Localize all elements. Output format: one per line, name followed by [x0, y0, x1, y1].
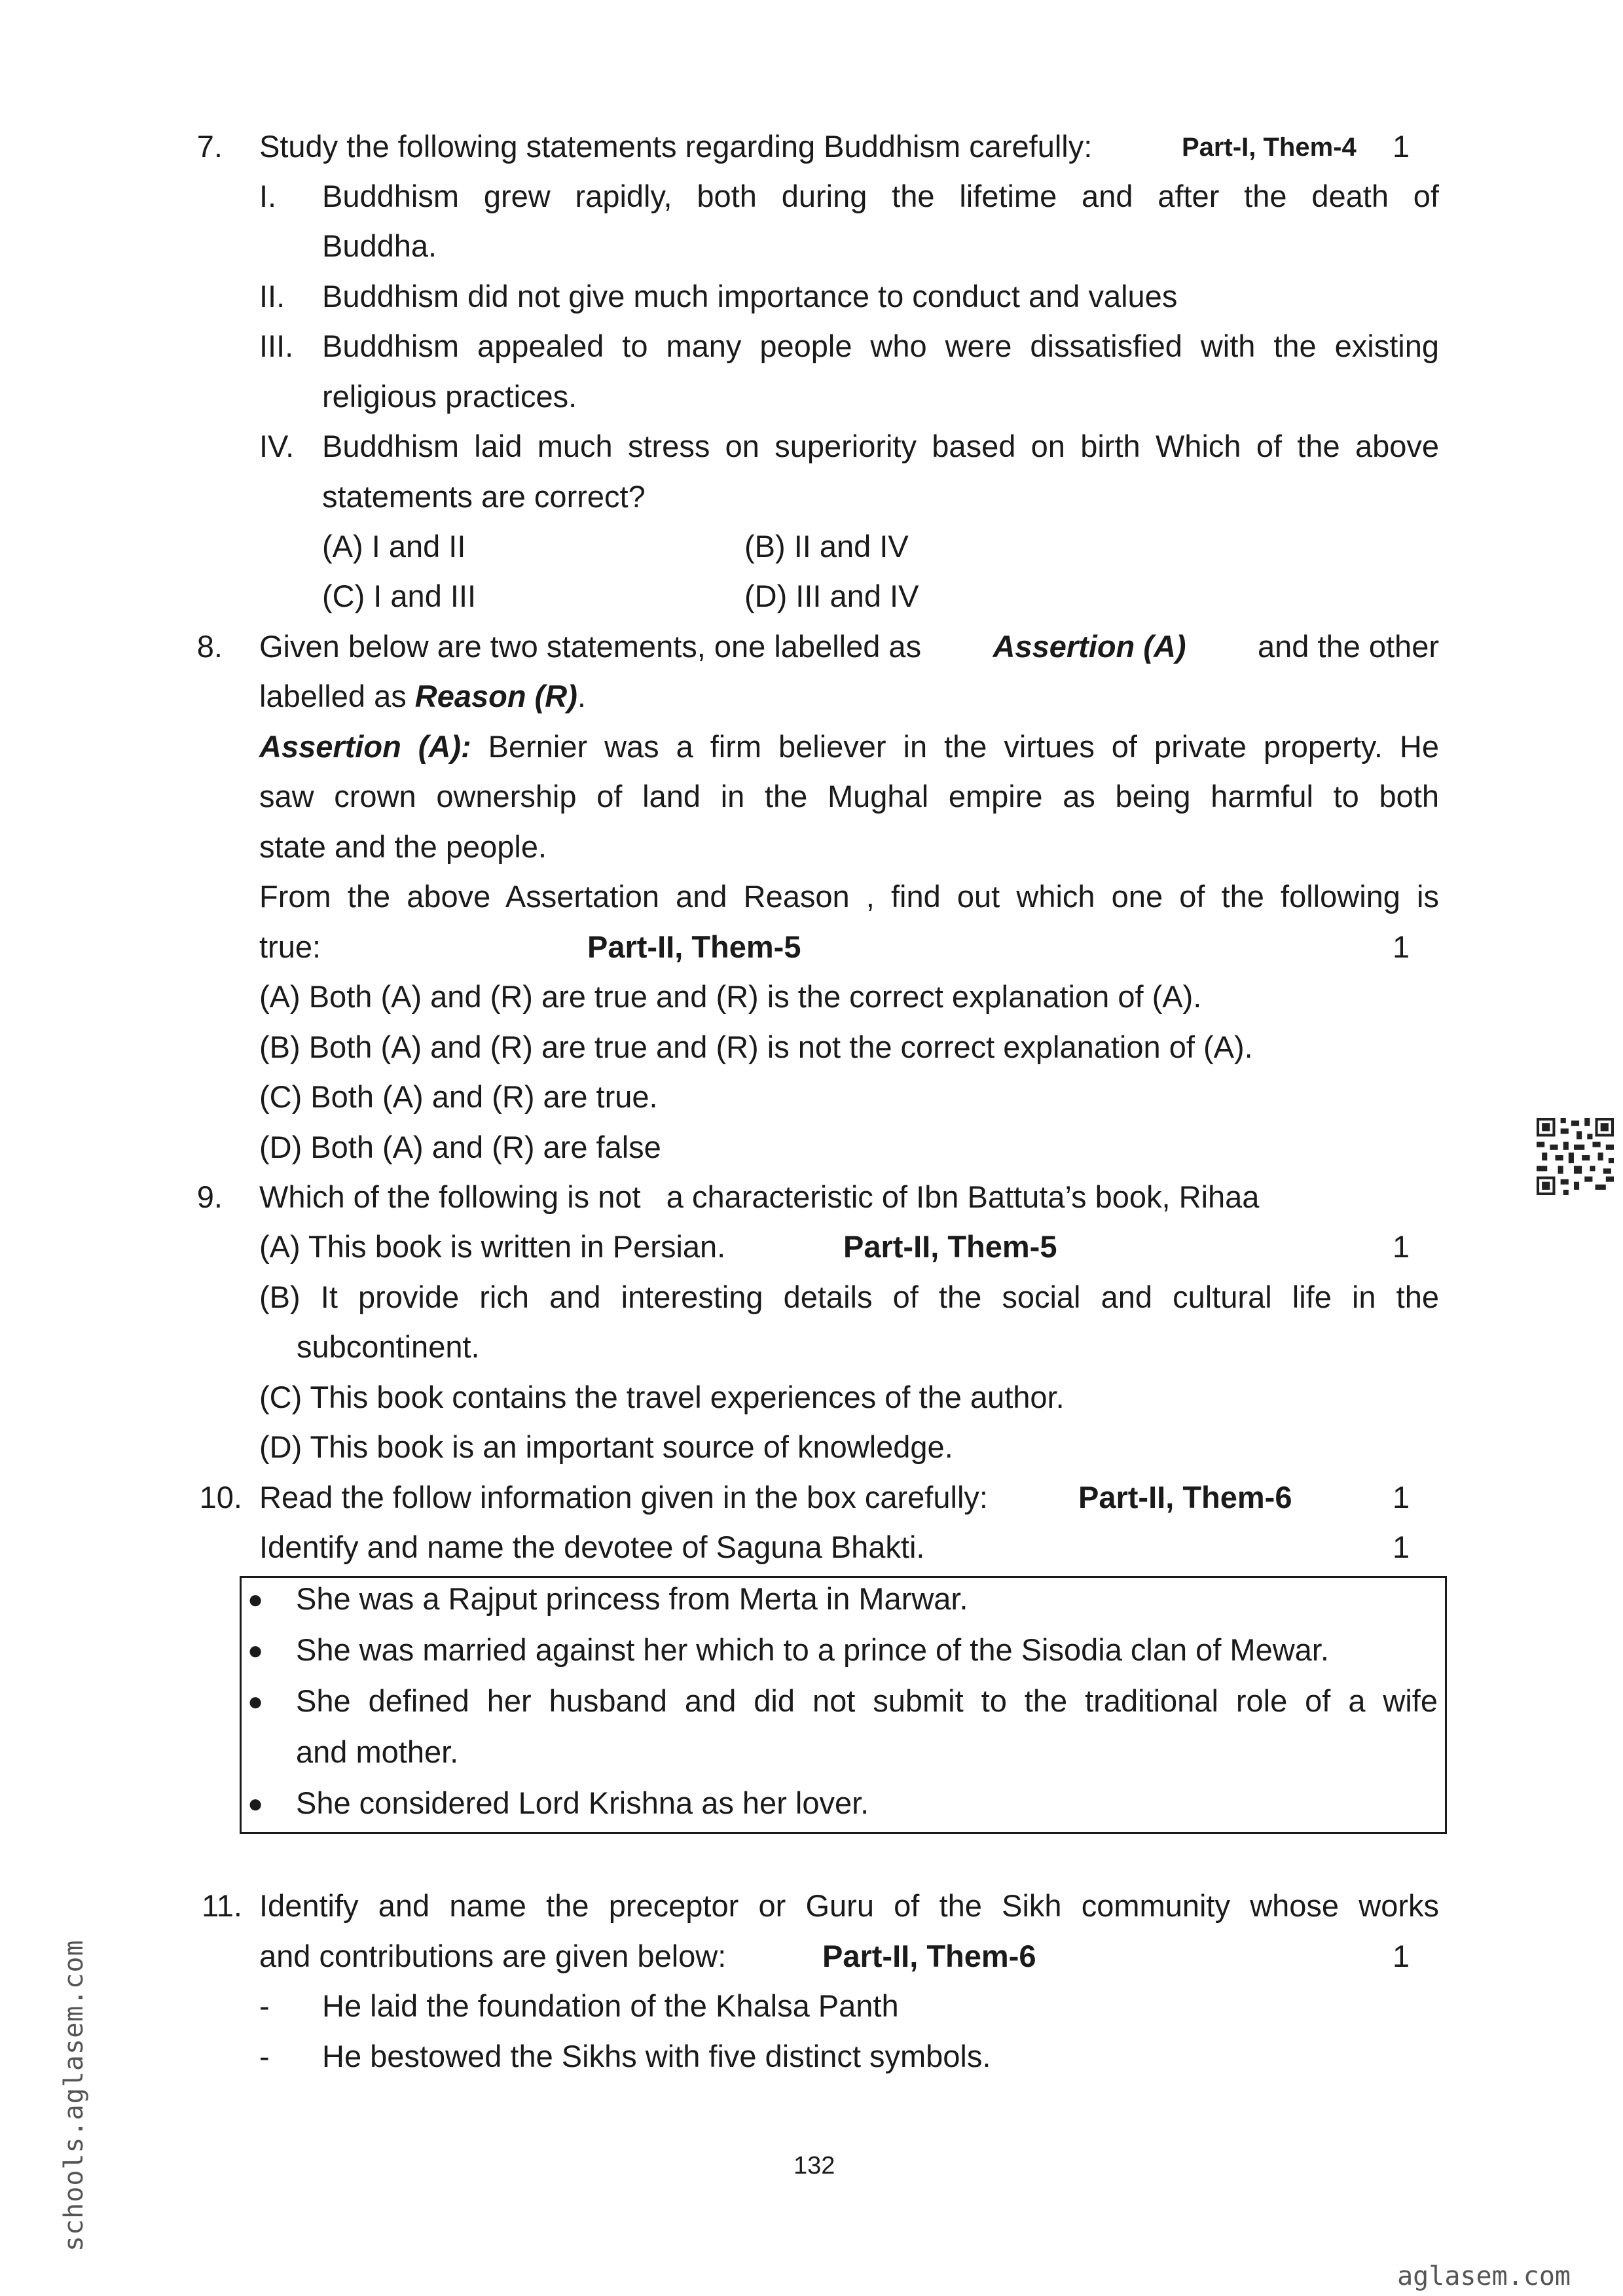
- q11-line2: and contributions are given below:: [259, 1939, 727, 1973]
- q8-option-d: (D) Both (A) and (R) are false: [259, 1130, 661, 1164]
- box-item-3-line1: She defined her husband and did not submit to the traditional role of a wife: [296, 1683, 1438, 1718]
- q9-number: 9.: [196, 1179, 223, 1214]
- q9-option-b-line1: (B) It provide rich and interesting details of the social and cultural life in the: [259, 1280, 1439, 1314]
- box-item-4: She considered Lord Krishna as her lover.: [296, 1785, 869, 1820]
- box-item-3-line2: and mother.: [296, 1734, 459, 1769]
- q9-option-c: (C) This book contains the travel experiences of the author.: [259, 1380, 1065, 1414]
- bullet-icon: ●: [247, 1789, 264, 1818]
- q8-assertion-line3: state and the people.: [259, 829, 547, 864]
- q8-tag: Part-II, Them-5: [587, 929, 801, 964]
- q9-option-d: (D) This book is an important source of knowledge.: [259, 1429, 953, 1464]
- side-watermark: schools.aglasem.com: [59, 1939, 89, 2251]
- q9-marks: 1: [1393, 1229, 1410, 1264]
- q9-option-a: (A) This book is written in Persian.: [259, 1229, 726, 1264]
- q7-roman-3: III.: [259, 329, 294, 363]
- dash-icon: -: [259, 1988, 270, 2023]
- q8-assertion-text: Bernier was a firm believer in the virtues of private property. He: [488, 729, 1439, 764]
- q7-statement-3-line2: religious practices.: [322, 379, 577, 414]
- q8-assertion-line2: saw crown ownership of land in the Mughal empire as being harmful to both: [259, 779, 1439, 814]
- q11-number: 11.: [202, 1888, 242, 1923]
- q7-roman-4: IV.: [259, 429, 295, 463]
- q7-statement-4-line2: statements are correct?: [322, 479, 646, 514]
- q7-roman-2: II.: [259, 279, 285, 314]
- q8-intro-text-a: Given below are two statements, one labelled as: [259, 629, 922, 664]
- q7-roman-1: I.: [259, 179, 277, 213]
- q8-marks: 1: [1393, 929, 1410, 964]
- box-item-2: She was married against her which to a prince of the Sisodia clan of Mewar.: [296, 1632, 1329, 1667]
- q7-statement-4-line1: Buddhism laid much stress on superiority based on birth Which of the above: [322, 429, 1439, 463]
- bullet-icon: ●: [247, 1636, 264, 1665]
- q8-intro2-end: .: [577, 679, 586, 713]
- q7-tag: Part-I, Them-4: [1182, 133, 1357, 162]
- q8-ask-line1: From the above Assertation and Reason , find out which one of the following is: [259, 879, 1439, 914]
- q11-item-2: He bestowed the Sikhs with five distinct symbols.: [322, 2039, 991, 2073]
- q9-option-b-line2: subcontinent.: [297, 1329, 480, 1364]
- q7-option-d: (D) III and IV: [744, 579, 919, 613]
- q10-sub-marks: 1: [1393, 1530, 1410, 1564]
- q8-ask-line2: true:: [259, 929, 321, 964]
- qr-code-icon: [1537, 1118, 1614, 1195]
- q10-number: 10.: [199, 1480, 242, 1515]
- q9-stem: Which of the following is not a characteristic of Ibn Battuta’s book, Rihaa: [259, 1179, 1260, 1214]
- q8-option-a: (A) Both (A) and (R) are true and (R) is the correct explanation of (A).: [259, 979, 1202, 1014]
- q8-assertion-line1: [259, 731, 1439, 762]
- q8-intro-text-c: and the other: [1257, 629, 1439, 664]
- q10-tag: Part-II, Them-6: [1078, 1480, 1292, 1515]
- bottom-watermark: aglasem.com: [1397, 2261, 1571, 2291]
- q11-marks: 1: [1393, 1939, 1410, 1973]
- q11-item-1: He laid the foundation of the Khalsa Panth: [322, 1988, 899, 2023]
- q8-number: 8.: [196, 629, 223, 664]
- bullet-icon: ●: [247, 1687, 264, 1716]
- q8-option-c: (C) Both (A) and (R) are true.: [259, 1079, 658, 1114]
- q7-stem: Study the following statements regarding Buddhism carefully:: [259, 129, 1093, 164]
- q7-option-c: (C) I and III: [322, 579, 477, 613]
- q9-tag: Part-II, Them-5: [843, 1229, 1057, 1264]
- bullet-icon: ●: [247, 1585, 264, 1614]
- q7-option-b: (B) II and IV: [744, 529, 909, 564]
- q11-line1: Identify and name the preceptor or Guru of the Sikh community whose works: [259, 1888, 1439, 1923]
- q8-intro-line2: [259, 681, 586, 711]
- q8-reason-term: Reason (R): [414, 679, 577, 713]
- q11-tag: Part-II, Them-6: [822, 1939, 1036, 1973]
- q7-marks: 1: [1393, 129, 1410, 164]
- q7-number: 7.: [196, 129, 223, 164]
- q8-option-b: (B) Both (A) and (R) are true and (R) is not the correct explanation of (A).: [259, 1030, 1253, 1064]
- q8-assertion-label: Assertion (A):: [259, 729, 471, 764]
- q7-option-a: (A) I and II: [322, 529, 466, 564]
- q10-stem: Read the follow information given in the box carefully:: [259, 1480, 988, 1515]
- q7-statement-3-line1: Buddhism appealed to many people who were dissatisfied with the existing: [322, 329, 1439, 363]
- box-item-1: She was a Rajput princess from Merta in Marwar.: [296, 1581, 968, 1616]
- q10-sub: Identify and name the devotee of Saguna Bhakti.: [259, 1530, 925, 1564]
- q8-intro-line1: [259, 631, 1439, 662]
- q7-statement-1-line2: Buddha.: [322, 228, 437, 263]
- q7-statement-2-line1: Buddhism did not give much importance to conduct and values: [322, 279, 1178, 314]
- q7-statement-1-line1: Buddhism grew rapidly, both during the lifetime and after the death of: [322, 179, 1439, 213]
- q8-intro2-text: labelled as: [259, 679, 407, 713]
- q8-assertion-term: Assertion (A): [993, 629, 1186, 664]
- page-number: 132: [793, 2152, 835, 2179]
- dash-icon: -: [259, 2039, 270, 2073]
- q10-marks: 1: [1393, 1480, 1410, 1515]
